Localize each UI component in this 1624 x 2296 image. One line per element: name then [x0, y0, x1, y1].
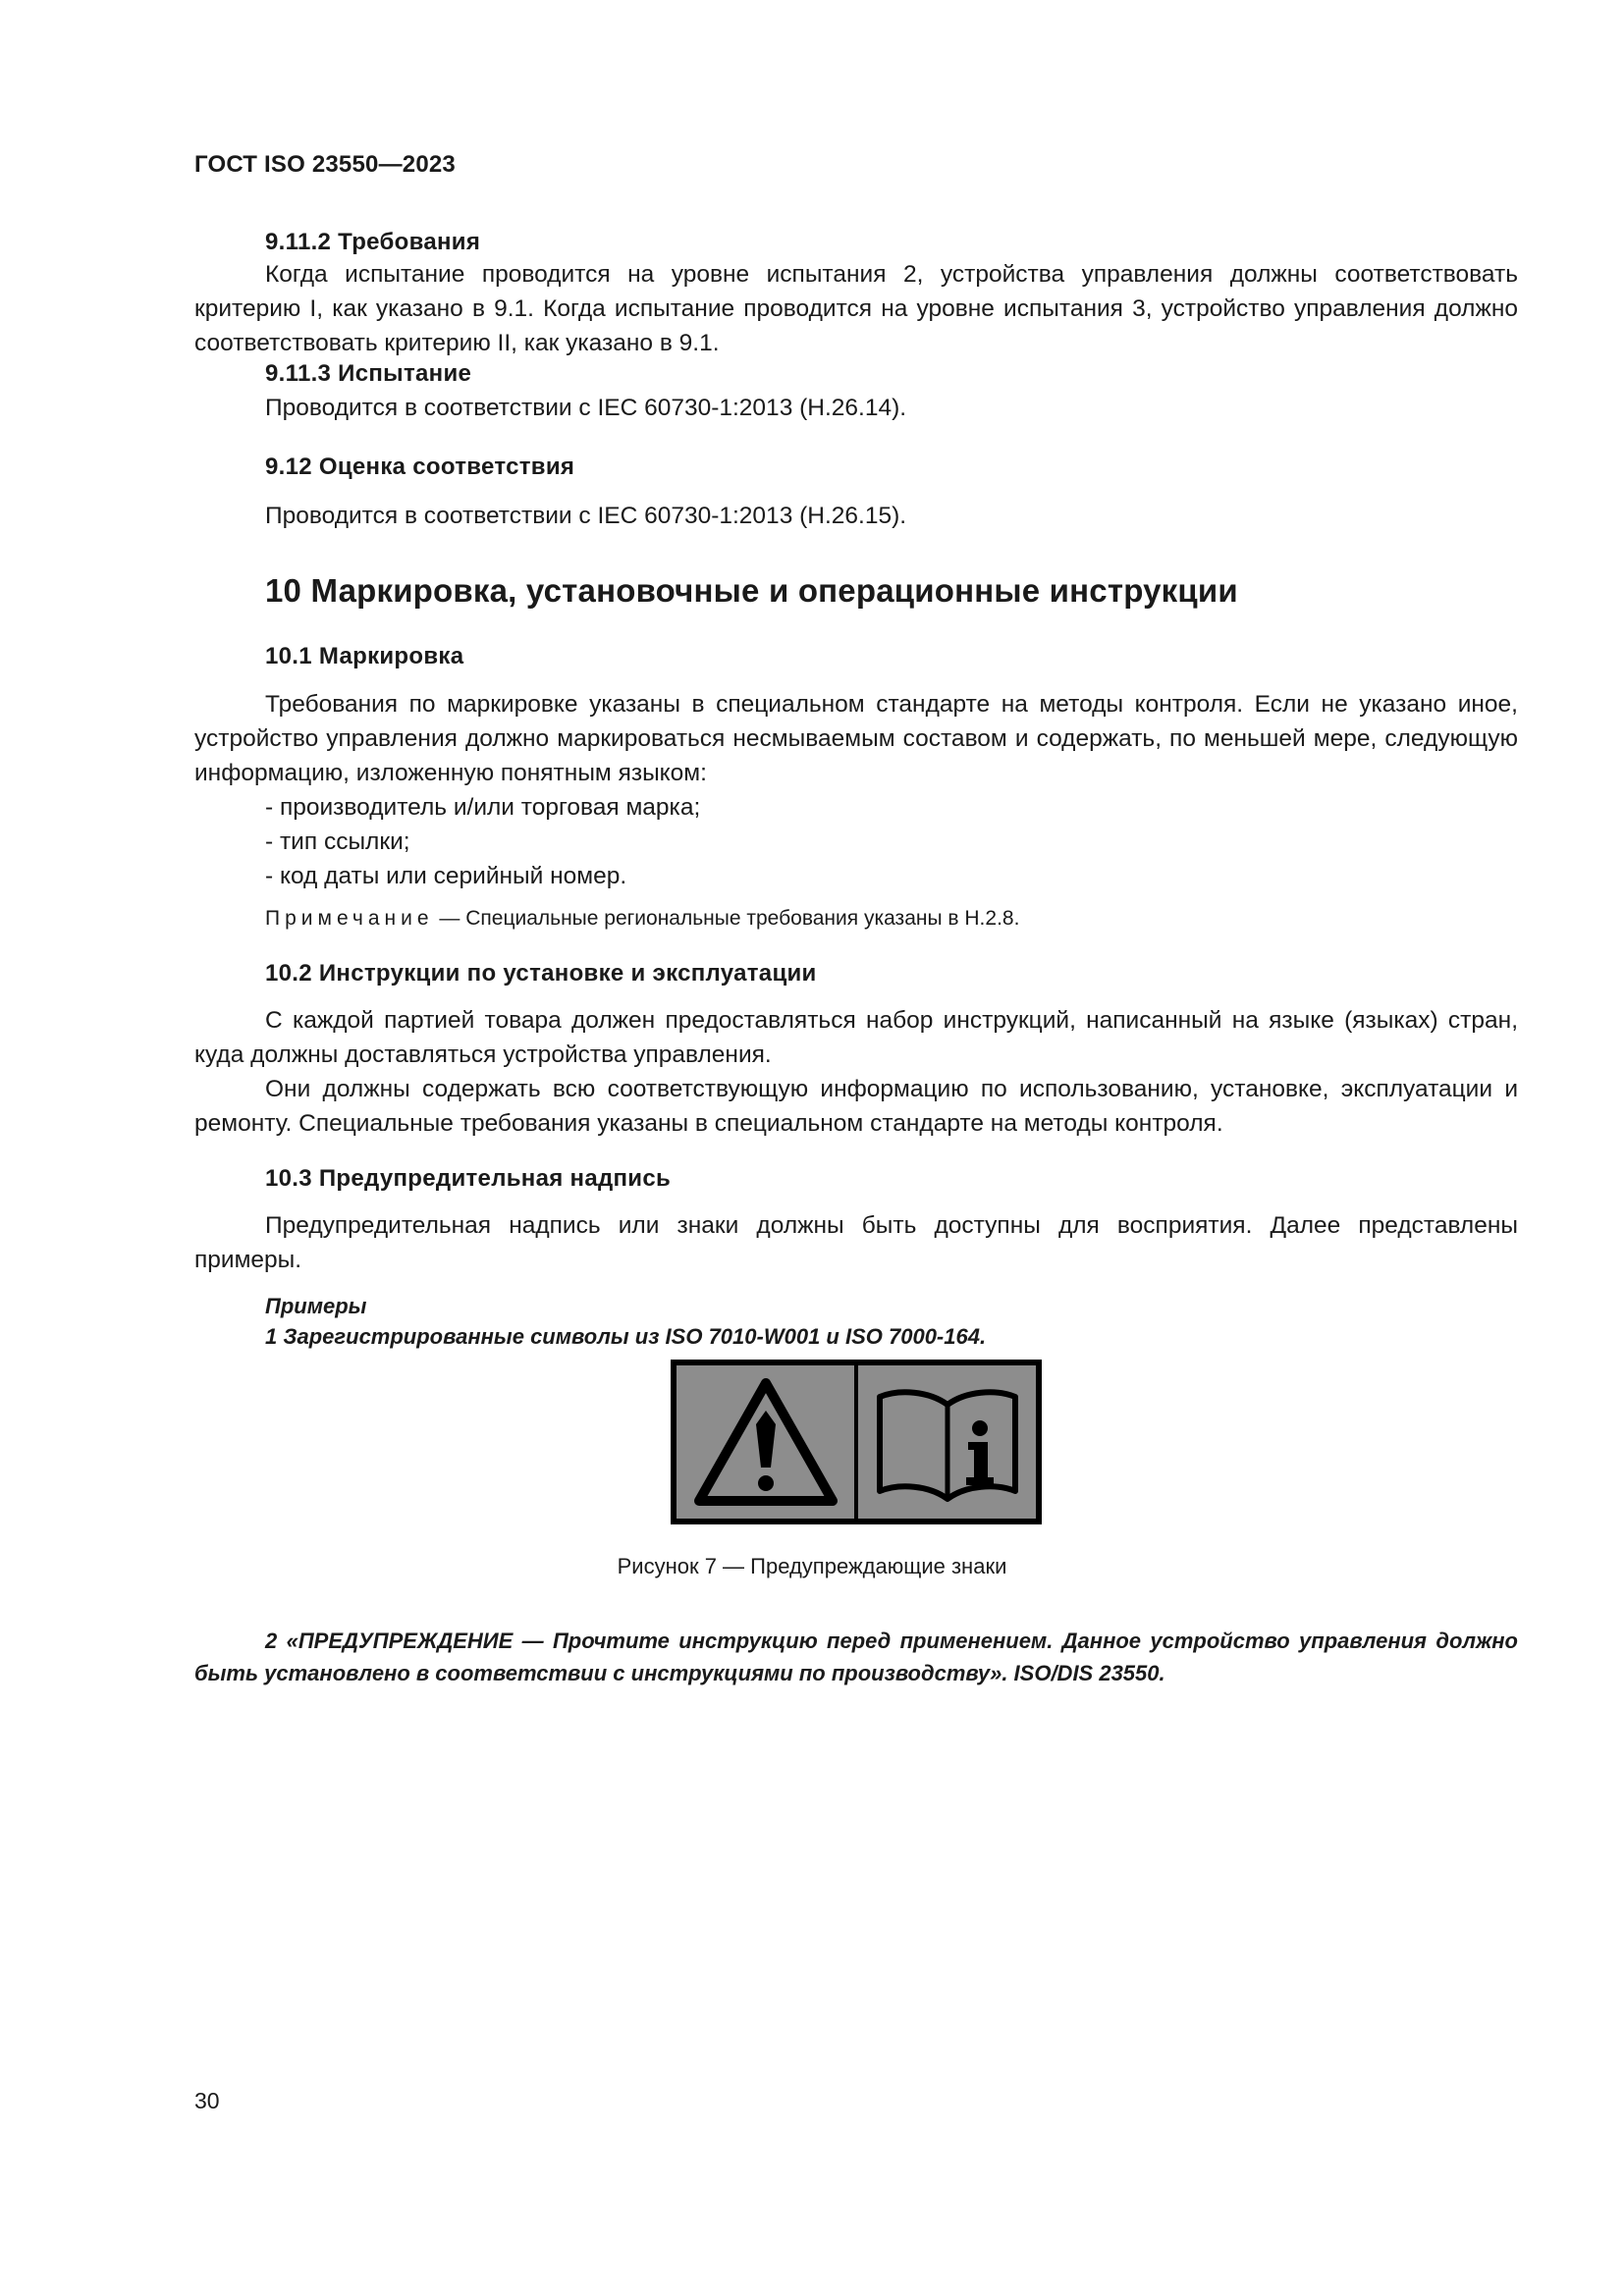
list-item: - производитель и/или торговая марка; — [265, 794, 701, 821]
document-header: ГОСТ ISO 23550—2023 — [194, 151, 456, 178]
heading-10-3: 10.3 Предупредительная надпись — [265, 1165, 672, 1192]
list-item: - код даты или серийный номер. — [265, 863, 627, 889]
paragraph-10-1: Требования по маркировке указаны в специальном стандарте на методы контроля. Если не указано иное, устройство управления должно маркироваться несмываемым составом и содержать, по меньшей мере, следующую информацию, изложенную понятным языком: — [194, 691, 1518, 786]
note-10-1 — [265, 904, 1518, 934]
note-text: — Специальные региональные требования указаны в H.2.8. — [433, 907, 1020, 930]
page-number: 30 — [194, 2088, 220, 2113]
example-2: 2 «ПРЕДУПРЕЖДЕНИЕ — Прочтите инструкцию перед применением. Данное устройство управления должно быть установлено в соответствии с инструкциями по производству». ISO/DIS 23550. — [194, 1629, 1518, 1685]
paragraph-9-12: Проводится в соответствии с IEC 60730-1:2013 (H.26.15). — [265, 503, 907, 529]
figure-caption: Рисунок 7 — Предупреждающие знаки — [617, 1554, 1007, 1578]
example-1: 1 Зарегистрированные символы из ISO 7010-W001 и ISO 7000-164. — [265, 1324, 987, 1349]
paragraph-10-2-a: С каждой партией товара должен предоставляться набор инструкций, написанный на языке (языках) стран, куда должны доставляться устройства управления. — [194, 1007, 1518, 1068]
manual-sign-cell — [858, 1365, 1036, 1519]
paragraph-9-11-3: Проводится в соответствии с IEC 60730-1:2013 (H.26.14). — [265, 395, 907, 421]
paragraph-10-3: Предупредительная надпись или знаки должны быть доступны для восприятия. Далее представлены примеры. — [194, 1212, 1518, 1273]
heading-10: 10 Маркировка, установочные и операционные инструкции — [265, 572, 1238, 609]
warning-signs-figure — [671, 1360, 1042, 1524]
note-label: Примечание — [265, 907, 434, 930]
paragraph-10-2-b: Они должны содержать всю соответствующую информацию по использованию, установке, эксплуатации и ремонту. Специальные требования указаны в специальном стандарте на методы контроля. — [194, 1076, 1518, 1137]
manual-info-icon — [870, 1375, 1025, 1509]
heading-9-11-2: 9.11.2 Требования — [265, 229, 481, 255]
heading-9-11-3: 9.11.3 Испытание — [265, 360, 472, 387]
examples-label: Примеры — [265, 1294, 367, 1318]
heading-9-12: 9.12 Оценка соответствия — [265, 454, 575, 480]
warning-triangle-icon — [692, 1375, 839, 1509]
heading-10-2: 10.2 Инструкции по установке и эксплуатации — [265, 960, 817, 987]
heading-10-1: 10.1 Маркировка — [265, 643, 464, 669]
list-item: - тип ссылки; — [265, 828, 410, 855]
paragraph-9-11-2: Когда испытание проводится на уровне испытания 2, устройства управления должны соответствовать критерию I, как указано в 9.1. Когда испытание проводится на уровне испытания 3, устройство управления должно соответствовать критерию II, как указано в 9.1. — [194, 261, 1518, 356]
warning-sign-cell — [677, 1365, 854, 1519]
